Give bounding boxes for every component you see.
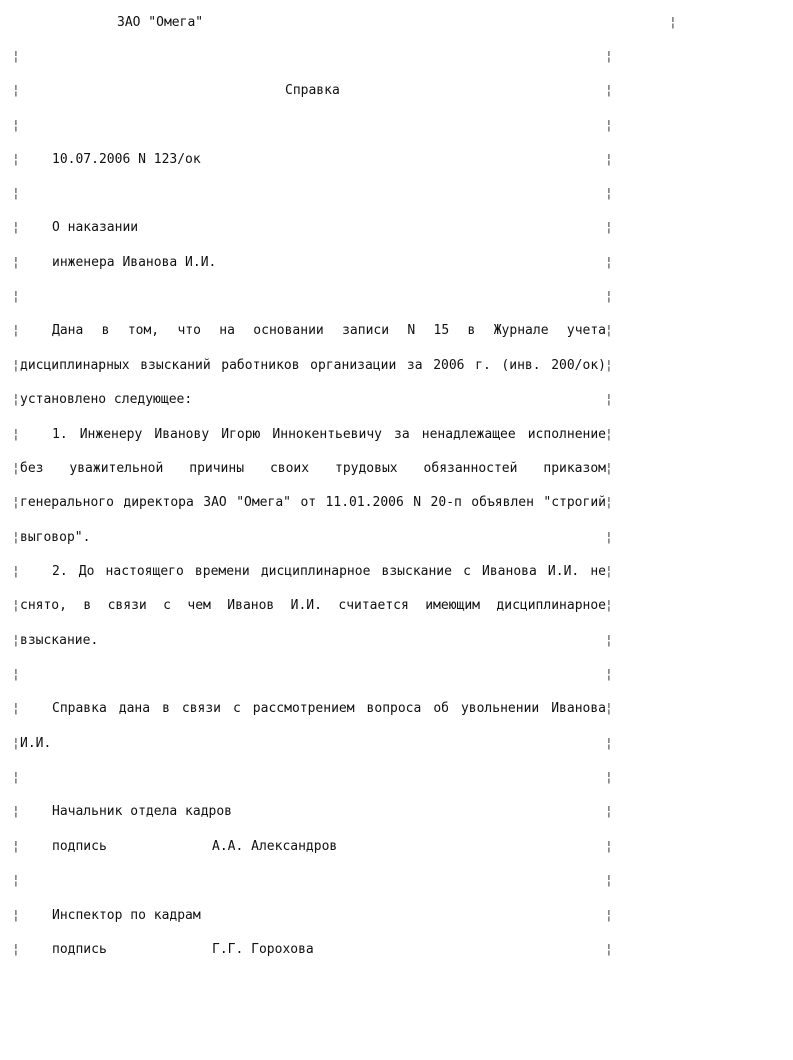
body-line — [0, 390, 793, 410]
border-bar: ¦ — [12, 118, 20, 133]
blank-row — [0, 768, 793, 788]
body-text: взыскание. — [20, 633, 99, 648]
document-title: Справка — [285, 83, 340, 98]
subject-row — [0, 218, 793, 238]
border-bar: ¦ — [605, 908, 613, 923]
border-bar: ¦ — [605, 220, 613, 235]
border-bar: ¦ — [605, 804, 613, 819]
border-bar: ¦ — [605, 255, 613, 270]
signatory-name: А.А. Александров — [212, 839, 338, 854]
border-bar: ¦ — [605, 530, 613, 545]
header-row — [0, 13, 793, 33]
body-text: 1. Инженеру Иванову Игорю Иннокентьевичу за ненадлежащее исполнение — [52, 427, 606, 442]
blank-row — [0, 184, 793, 204]
body-line — [0, 528, 793, 548]
border-bar: ¦ — [605, 83, 613, 98]
blank-row — [0, 287, 793, 307]
body-text: 2. До настоящего времени дисциплинарное взыскание с Иванова И.И. не — [52, 564, 606, 579]
border-bar: ¦ — [605, 770, 613, 785]
blank-row — [0, 47, 793, 67]
body-line — [0, 459, 793, 479]
border-bar: ¦ — [12, 770, 20, 785]
border-bar: ¦ — [12, 736, 20, 751]
body-line — [0, 631, 793, 651]
subject-line: инженера Иванова И.И. — [52, 255, 217, 270]
border-bar: ¦ — [605, 564, 613, 579]
border-bar: ¦ — [12, 701, 20, 716]
border-bar: ¦ — [12, 873, 20, 888]
border-bar: ¦ — [12, 598, 20, 613]
border-bar: ¦ — [605, 323, 613, 338]
signature-row — [0, 940, 793, 960]
border-bar: ¦ — [605, 118, 613, 133]
body-line — [0, 699, 793, 719]
border-bar: ¦ — [605, 392, 613, 407]
border-bar: ¦ — [605, 633, 613, 648]
date-row — [0, 150, 793, 170]
border-bar: ¦ — [605, 152, 613, 167]
subject-line: О наказании — [52, 220, 139, 235]
subject-row — [0, 253, 793, 273]
border-bar: ¦ — [12, 942, 20, 957]
border-bar: ¦ — [605, 701, 613, 716]
border-bar: ¦ — [12, 530, 20, 545]
border-bar: ¦ — [12, 358, 20, 373]
signature-position: Начальник отдела кадров — [52, 804, 233, 819]
signature-label: подпись — [52, 942, 107, 957]
body-text: снято, в связи с чем Иванов И.И. считается имеющим дисциплинарное — [20, 598, 606, 613]
body-text: дисциплинарных взысканий работников организации за 2006 г. (инв. 200/ок) — [20, 358, 606, 373]
border-bar: ¦ — [605, 942, 613, 957]
border-bar: ¦ — [605, 461, 613, 476]
border-bar: ¦ — [12, 220, 20, 235]
border-bar: ¦ — [12, 633, 20, 648]
border-bar: ¦ — [12, 152, 20, 167]
border-bar: ¦ — [12, 564, 20, 579]
signature-position-row — [0, 802, 793, 822]
border-bar: ¦ — [12, 83, 20, 98]
border-bar: ¦ — [605, 495, 613, 510]
blank-row — [0, 871, 793, 891]
body-line — [0, 356, 793, 376]
body-line — [0, 493, 793, 513]
border-bar: ¦ — [605, 667, 613, 682]
border-bar: ¦ — [605, 49, 613, 64]
signature-position: Инспектор по кадрам — [52, 908, 201, 923]
border-bar: ¦ — [12, 839, 20, 854]
border-bar: ¦ — [12, 323, 20, 338]
signatory-name: Г.Г. Горохова — [212, 942, 314, 957]
border-bar: ¦ — [605, 427, 613, 442]
border-bar: ¦ — [605, 598, 613, 613]
body-text: И.И. — [20, 736, 52, 751]
body-text: выговор". — [20, 530, 91, 545]
border-bar: ¦ — [12, 804, 20, 819]
signature-position-row — [0, 906, 793, 926]
border-bar: ¦ — [12, 289, 20, 304]
body-text: Дана в том, что на основании записи N 15 в Журнале учета — [52, 323, 606, 338]
border-bar: ¦ — [12, 495, 20, 510]
border-bar: ¦ — [605, 873, 613, 888]
body-text: установлено следующее: — [20, 392, 193, 407]
border-bar: ¦ — [605, 186, 613, 201]
body-text: Справка дана в связи с рассмотрением вопроса об увольнении Иванова — [52, 701, 606, 716]
body-line — [0, 596, 793, 616]
body-line — [0, 321, 793, 341]
blank-row — [0, 665, 793, 685]
border-bar: ¦ — [605, 839, 613, 854]
organization-name: ЗАО "Омега" — [117, 15, 204, 30]
document-date-number: 10.07.2006 N 123/ок — [52, 152, 201, 167]
body-line — [0, 734, 793, 754]
border-bar: ¦ — [12, 667, 20, 682]
border-bar: ¦ — [12, 908, 20, 923]
body-line — [0, 425, 793, 445]
border-bar: ¦ — [12, 392, 20, 407]
signature-row — [0, 837, 793, 857]
border-bar: ¦ — [605, 358, 613, 373]
signature-label: подпись — [52, 839, 107, 854]
body-text: генерального директора ЗАО "Омега" от 11.01.2006 N 20-п объявлен "строгий — [20, 495, 606, 510]
body-line — [0, 562, 793, 582]
border-bar: ¦ — [12, 49, 20, 64]
border-bar: ¦ — [12, 255, 20, 270]
title-row — [0, 81, 793, 101]
border-bar: ¦ — [605, 289, 613, 304]
body-text: без уважительной причины своих трудовых обязанностей приказом — [20, 461, 606, 476]
border-bar: ¦ — [669, 15, 677, 30]
border-bar: ¦ — [12, 186, 20, 201]
border-bar: ¦ — [12, 461, 20, 476]
border-bar: ¦ — [12, 427, 20, 442]
border-bar: ¦ — [605, 736, 613, 751]
blank-row — [0, 116, 793, 136]
